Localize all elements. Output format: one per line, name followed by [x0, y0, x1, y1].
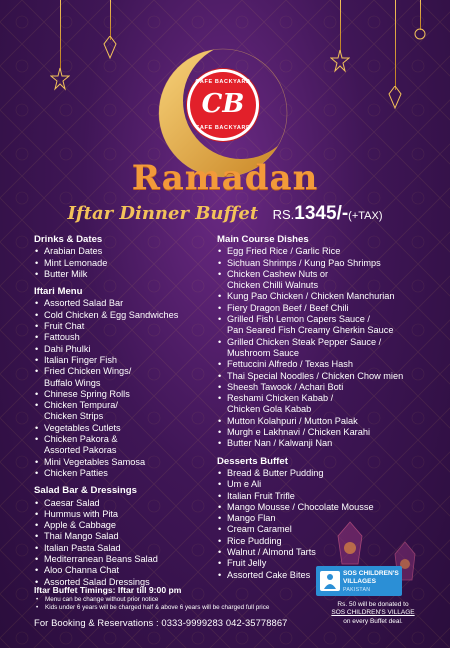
menu-item-text: • Italian Finger Fish	[44, 354, 118, 365]
menu-section	[34, 234, 209, 280]
menu-item-text: • Thai Mango Salad	[44, 531, 119, 542]
menu-item-text: • Fiery Dragon Beef / Beef Chili	[227, 302, 349, 313]
menu-item-text: • Fruit Jelly	[227, 558, 267, 569]
donation-line2: SOS CHILDREN'S VILLAGE	[331, 609, 415, 617]
menu-item-text: • Egg Fried Rice / Garlic Rice	[227, 246, 341, 257]
subtitle: Iftar Dinner Buffet	[67, 203, 259, 224]
sos-line2: VILLAGES	[343, 578, 376, 585]
booking-info: For Booking & Reservations : 0333-9999283 042-35778867	[34, 617, 288, 628]
menu-item-text: • Assorted Cake Bites	[227, 569, 311, 580]
menu-item-text: • Apple & Cabbage	[44, 520, 117, 531]
menu-item-text: • Mutton Kolahpuri / Mutton Palak	[227, 415, 358, 426]
menu-item-text: • Chicken Tempura/	[44, 400, 118, 411]
menu-item	[34, 269, 209, 280]
menu-item-text: • Reshami Chicken Kabab /	[227, 393, 334, 404]
menu-item-text: • Chicken Cashew Nuts or	[227, 268, 329, 279]
menu-item	[34, 520, 209, 531]
price-tax: (+TAX)	[348, 210, 383, 222]
menu-item	[34, 565, 209, 576]
menu-item-text: • Mint Lemonade	[44, 257, 108, 268]
ornament-string	[340, 0, 341, 52]
menu-item	[34, 355, 209, 366]
menu-item-text: • Chicken Pakora &	[44, 434, 118, 445]
menu-item-text: Chicken Chilli Walnuts	[227, 280, 319, 291]
menu-item-text: • Mango Mousse / Chocolate Mousse	[227, 501, 374, 512]
ornament-string	[110, 0, 111, 40]
menu-item-text: Assorted Pakoras	[44, 445, 117, 456]
menu-item-text: • Vegetables Cutlets	[44, 422, 121, 433]
menu-item-text: • Assorted Salad Bar	[44, 298, 124, 309]
section-heading: Iftari Menu	[34, 286, 83, 298]
hanging-lantern-icon	[101, 36, 119, 60]
menu-item	[34, 554, 209, 565]
menu-item-text: • Fruit Chat	[44, 321, 85, 332]
menu-item-text: • Mediterranean Beans Salad	[44, 554, 158, 565]
hanging-star-icon	[50, 66, 70, 96]
menu-item	[34, 498, 209, 509]
menu-item	[34, 457, 209, 468]
menu-item	[34, 531, 209, 542]
menu-item-list	[34, 246, 209, 280]
menu-item-text: • Sheesh Tawook / Achari Boti	[227, 381, 344, 392]
menu-item-text: • Grilled Chicken Steak Pepper Sauce /	[227, 336, 382, 347]
menu-item-text: • Caesar Salad	[44, 497, 100, 508]
sos-line1: SOS CHILDREN'S	[343, 570, 399, 577]
menu-item-text: • Butter Nan / Kalwanji Nan	[227, 438, 333, 449]
ornament-string	[420, 0, 421, 30]
menu-item-list	[34, 298, 209, 479]
menu-item	[217, 416, 422, 427]
menu-item-text: • Fettuccini Alfredo / Texas Hash	[227, 359, 353, 370]
page-title: Ramadan	[131, 158, 319, 198]
menu-item	[217, 291, 422, 302]
menu-item	[217, 427, 422, 438]
menu-item-text: • Rice Pudding	[227, 535, 282, 546]
menu-item-text: • Chinese Spring Rolls	[44, 388, 130, 399]
menu-item-text: • Mango Flan	[227, 513, 276, 524]
lantern-icon	[330, 520, 370, 570]
menu-item	[217, 502, 422, 513]
sos-line3: PAKISTAN	[343, 587, 371, 593]
menu-item	[34, 310, 209, 321]
menu-item-text: • Italian Fruit Trifle	[227, 490, 295, 501]
menu-item	[217, 314, 422, 337]
logo-text-bottom: CAFE BACKYARD	[195, 125, 251, 131]
menu-item-text: Mushroom Sauce	[227, 347, 300, 358]
menu-item-text: • Italian Pasta Salad	[44, 542, 121, 553]
menu-item	[217, 491, 422, 502]
section-heading: Main Course Dishes	[217, 234, 309, 245]
menu-item	[217, 371, 422, 382]
menu-item-text: • Arabian Dates	[44, 246, 103, 257]
section-heading: Salad Bar & Dressings	[34, 485, 137, 497]
menu-item	[34, 246, 209, 257]
menu-section	[34, 286, 209, 479]
menu-item-text: • Cold Chicken & Egg Sandwiches	[44, 309, 179, 320]
menu-item	[217, 513, 422, 524]
menu-item-text: • Sichuan Shrimps / Kung Pao Shrimps	[227, 257, 381, 268]
menu-item	[217, 468, 422, 479]
menu-item-text: • Cream Caramel	[227, 524, 292, 535]
menu-column-right	[217, 234, 422, 587]
menu-item	[217, 337, 422, 360]
menu-item	[34, 434, 209, 457]
menu-item	[217, 438, 422, 449]
menu-item-text: • Bread & Butter Pudding	[227, 467, 324, 478]
menu-item	[34, 400, 209, 423]
menu-item-text: • Fried Chicken Wings/	[44, 366, 132, 377]
menu-item	[34, 344, 209, 355]
menu-item-text: Pan Seared Fish Creamy Gherkin Sauce	[227, 325, 394, 336]
menu-item-text: • Assorted Salad Dressings	[44, 576, 150, 587]
section-heading: Desserts Buffet	[217, 455, 288, 467]
logo-text-top: CAFE BACKYARD	[195, 79, 251, 85]
menu-item	[34, 366, 209, 389]
menu-item	[217, 524, 422, 535]
menu-item-text: Chicken Strips	[44, 411, 104, 422]
donation-line3: on every Buffet deal.	[343, 617, 403, 625]
menu-item	[217, 382, 422, 393]
menu-item	[217, 303, 422, 314]
menu-item-text: • Kung Pao Chicken / Chicken Manchurian	[227, 291, 395, 302]
menu-item	[217, 246, 422, 257]
menu-item-text: • Mini Vegetables Samosa	[44, 456, 146, 467]
menu-item	[34, 543, 209, 554]
hanging-star-icon	[330, 48, 350, 78]
ornament-string	[395, 0, 396, 90]
menu-item-text: Chicken Gola Kabab	[227, 404, 312, 415]
menu-item-text: • Aloo Channa Chat	[44, 565, 120, 576]
price-prefix: RS.	[272, 207, 295, 222]
menu-item	[34, 298, 209, 309]
menu-item-text: • Fattoush	[44, 332, 80, 343]
menu-item-text: Buffalo Wings	[44, 377, 101, 388]
menu-item-text: • Thai Special Noodles / Chicken Chow mien	[227, 370, 404, 381]
menu-item-text: • Grilled Fish Lemon Capers Sauce /	[227, 314, 370, 325]
menu-section	[217, 234, 422, 450]
cafe-backyard-logo	[190, 72, 256, 138]
menu-item-text: • Butter Milk	[44, 268, 88, 279]
menu-column-left	[34, 234, 209, 594]
ornament-string	[60, 0, 61, 70]
note-item: • Menu can be change without prior notice	[36, 596, 396, 604]
menu-item-list	[217, 246, 422, 449]
menu-item-text: • Murgh e Lakhnavi / Chicken Karahi	[227, 427, 370, 438]
hanging-star-icon	[413, 27, 427, 41]
note-item: • Kids under 6 years will be charged half & above 6 years will be charged full price	[36, 604, 396, 612]
menu-item-text: • Dahi Phulki	[44, 343, 91, 354]
menu-item-text: • Um e Ali	[227, 479, 262, 490]
section-heading: Drinks & Dates	[34, 234, 103, 245]
menu-item	[34, 258, 209, 269]
menu-item	[217, 479, 422, 490]
menu-item	[217, 359, 422, 370]
menu-item	[217, 258, 422, 269]
donation-line1: Rs. 50 will be donated to	[337, 601, 409, 608]
price-amount: 1345/-	[294, 203, 349, 224]
menu-item	[34, 468, 209, 479]
menu-item	[34, 321, 209, 332]
menu-item-text: • Hummus with Pita	[44, 508, 119, 519]
menu-item	[34, 509, 209, 520]
menu-section	[34, 485, 209, 588]
donation-note	[316, 601, 430, 626]
sos-emblem-icon	[320, 571, 340, 591]
menu-item-list	[34, 498, 209, 588]
hanging-lantern-icon	[386, 86, 404, 110]
menu-item	[217, 393, 422, 416]
buffet-timings: Iftar Buffet Timings: Iftar till 9:00 pm	[34, 585, 182, 595]
menu-item-text: • Walnut / Almond Tarts	[227, 547, 316, 558]
menu-item	[34, 423, 209, 434]
menu-item	[217, 269, 422, 292]
sos-childrens-villages-logo	[316, 566, 402, 596]
menu-item	[34, 389, 209, 400]
menu-item	[34, 332, 209, 343]
subtitle-row	[0, 203, 450, 225]
logo-mark: CB	[201, 89, 245, 119]
menu-item-text: • Chicken Patties	[44, 467, 108, 478]
